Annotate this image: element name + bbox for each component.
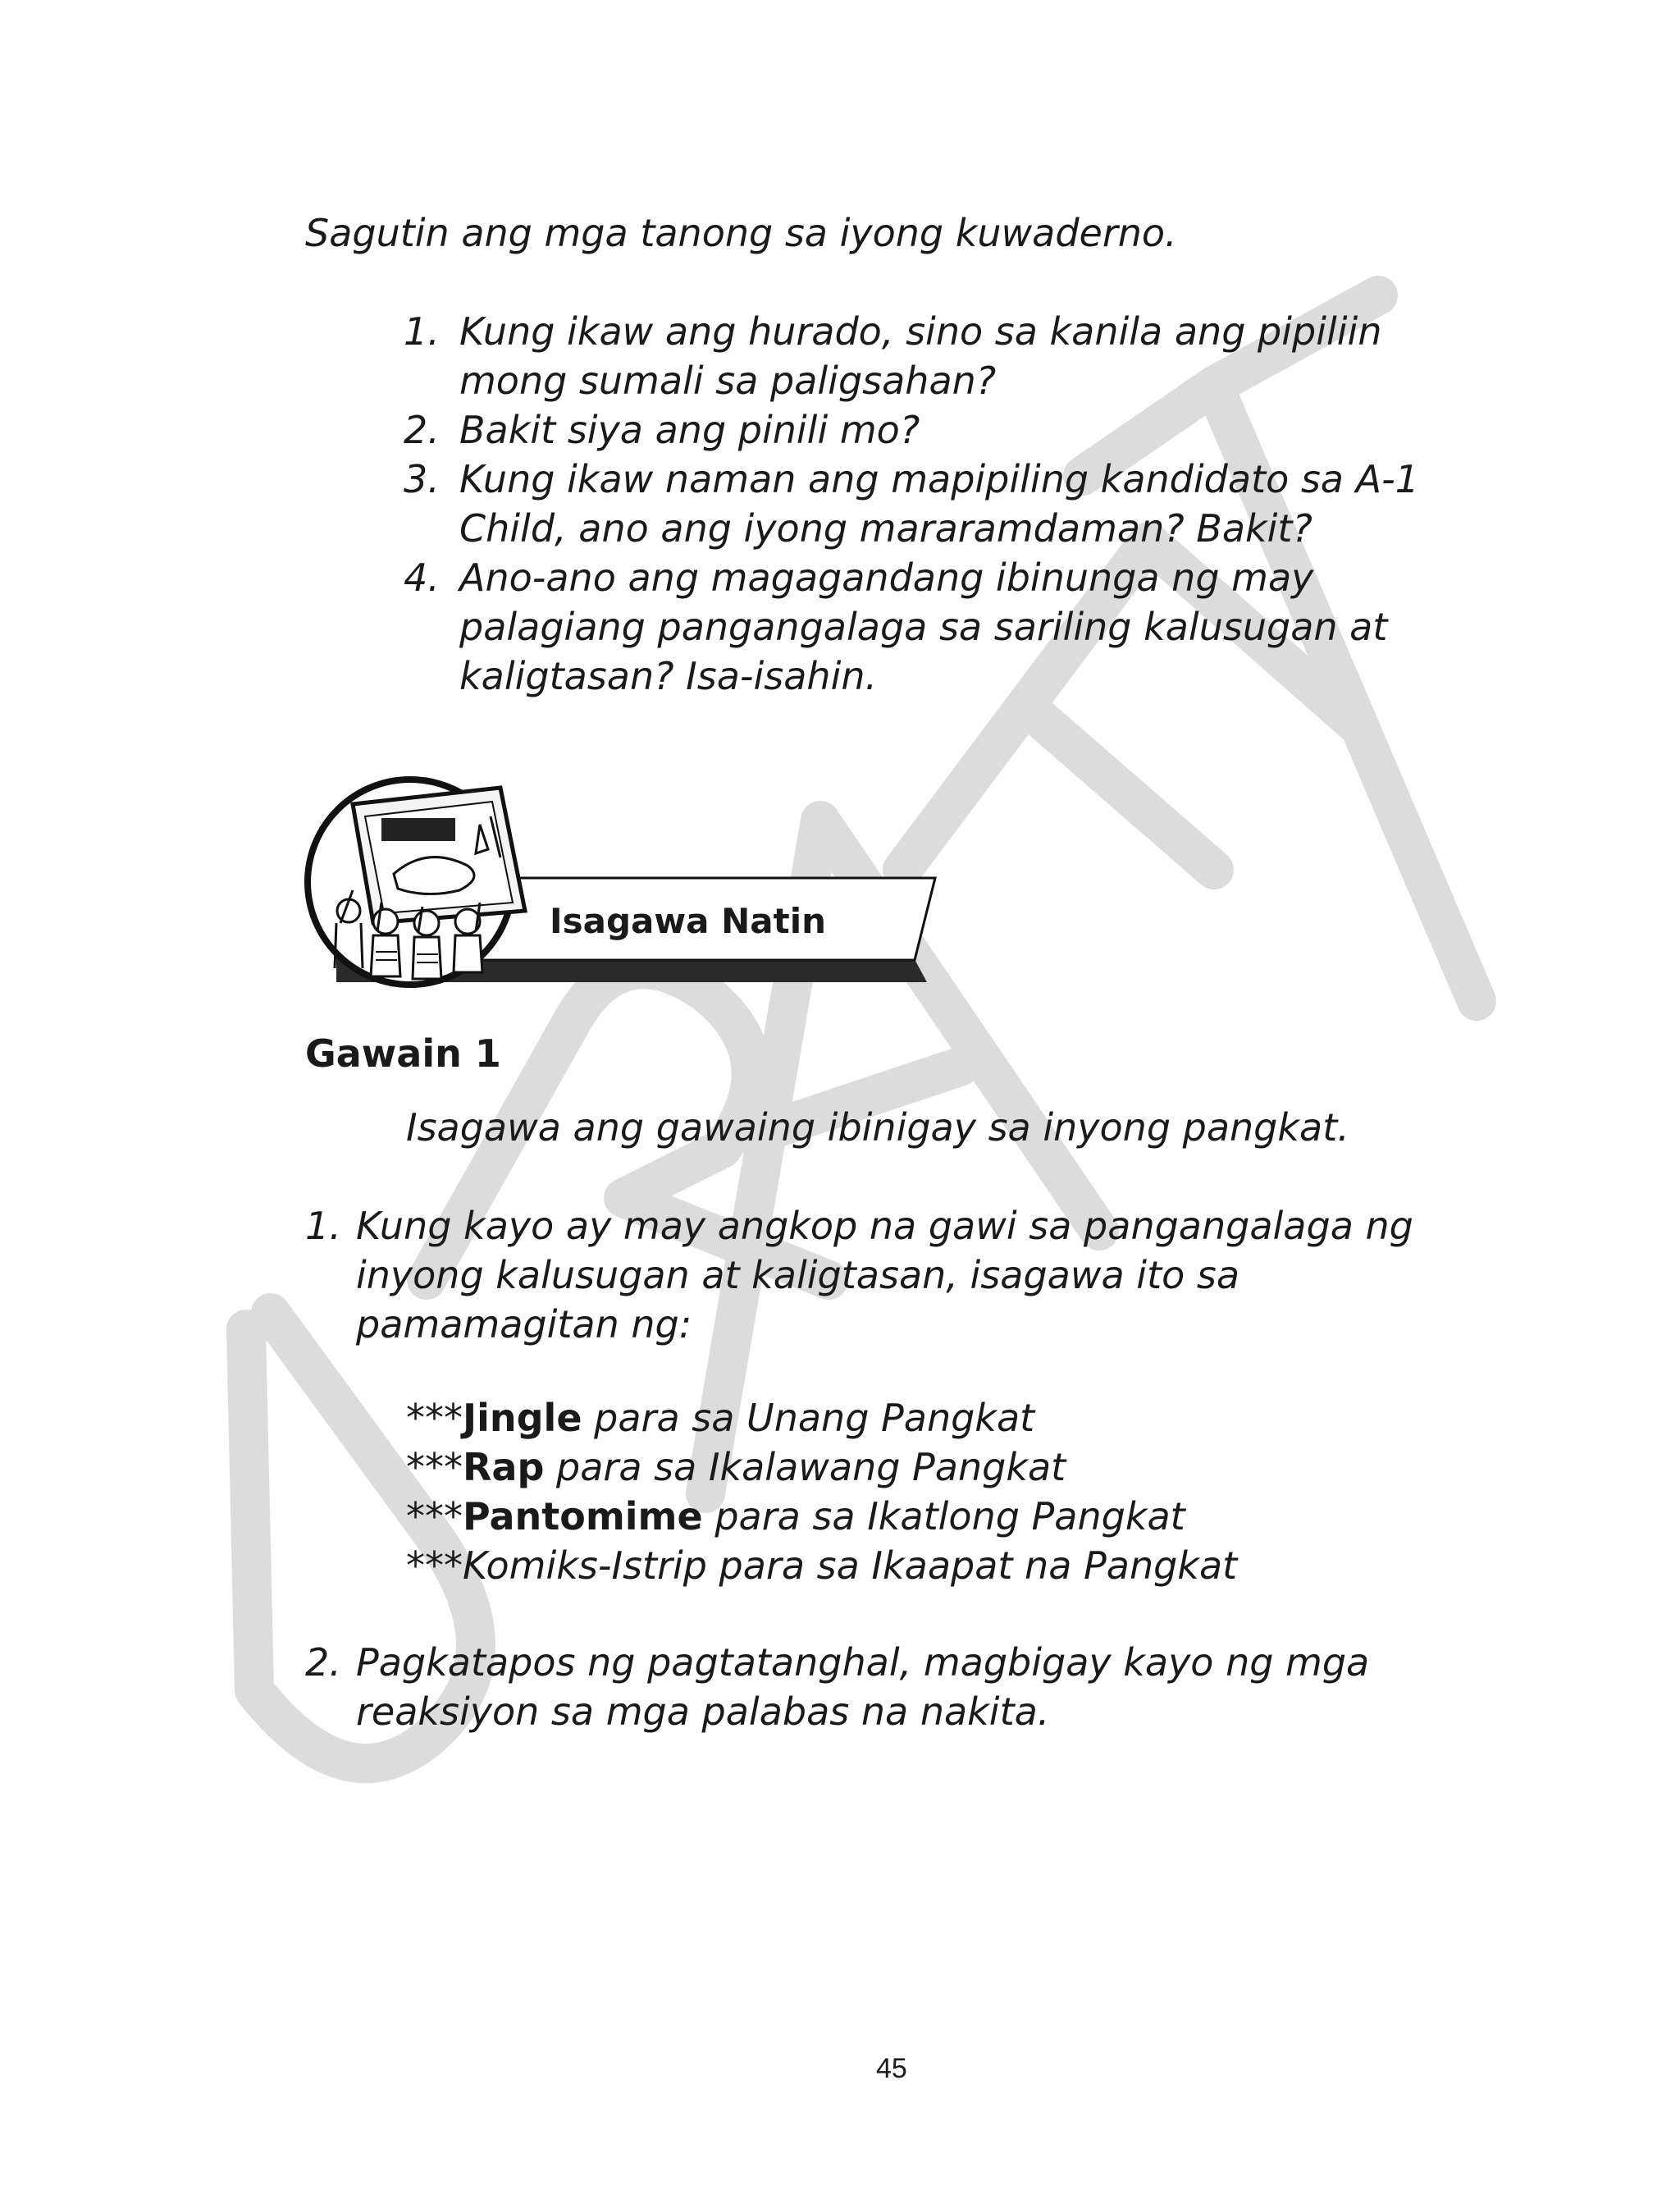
question-4-line-3: kaligtasan? Isa-isahin. [459, 654, 878, 698]
group-2-assignment: ***Rap para sa Ikalawang Pangkat [406, 1445, 1066, 1489]
question-4-number: 4. [404, 556, 440, 600]
question-3-number: 3. [404, 457, 440, 501]
group-1-assignment: ***Jingle para sa Unang Pangkat [406, 1396, 1035, 1440]
question-2-line-1: Bakit siya ang pinili mo? [459, 408, 920, 452]
gawain-item-1-line-3: pamamagitan ng: [356, 1302, 692, 1346]
banner-graphic [304, 767, 952, 989]
question-3-line-1: Kung ikaw naman ang mapipiling kandidato sa A-1 [459, 457, 1419, 501]
gawain-item-2-number: 2. [305, 1640, 341, 1685]
gawain-heading: Gawain 1 [305, 1031, 501, 1076]
question-2-number: 2. [404, 408, 440, 452]
gawain-item-1-line-1: Kung kayo ay may angkop na gawi sa pangangalaga ng [356, 1204, 1413, 1248]
section-banner [304, 767, 952, 989]
gawain-intro: Isagawa ang gawaing ibinigay sa inyong pangkat. [406, 1105, 1349, 1150]
question-4-line-2: palagiang pangangalaga sa sariling kalusugan at [459, 605, 1388, 649]
page-number: 45 [876, 2053, 907, 2084]
instruction-text: Sagutin ang mga tanong sa iyong kuwaderno. [305, 211, 1177, 255]
question-1-line-2: mong sumali sa paligsahan? [459, 359, 997, 403]
group-4-assignment: ***Komiks-Istrip para sa Ikaapat na Pangkat [406, 1543, 1238, 1588]
question-3-line-2: Child, ano ang iyong mararamdaman? Bakit? [459, 506, 1312, 551]
group-3-assignment: ***Pantomime para sa Ikatlong Pangkat [406, 1494, 1185, 1538]
gawain-item-2-line-1: Pagkatapos ng pagtatanghal, magbigay kayo ng mga [356, 1640, 1370, 1685]
gawain-item-1-number: 1. [305, 1204, 341, 1248]
question-1-line-1: Kung ikaw ang hurado, sino sa kanila ang pipiliin [459, 309, 1382, 354]
banner-title: Isagawa Natin [550, 901, 827, 941]
gawain-item-2-line-2: reaksiyon sa mga palabas na nakita. [356, 1689, 1050, 1734]
gawain-item-1-line-2: inyong kalusugan at kaligtasan, isagawa ito sa [356, 1253, 1240, 1297]
question-4-line-1: Ano-ano ang magagandang ibinunga ng may [459, 556, 1314, 600]
question-1-number: 1. [404, 309, 440, 354]
